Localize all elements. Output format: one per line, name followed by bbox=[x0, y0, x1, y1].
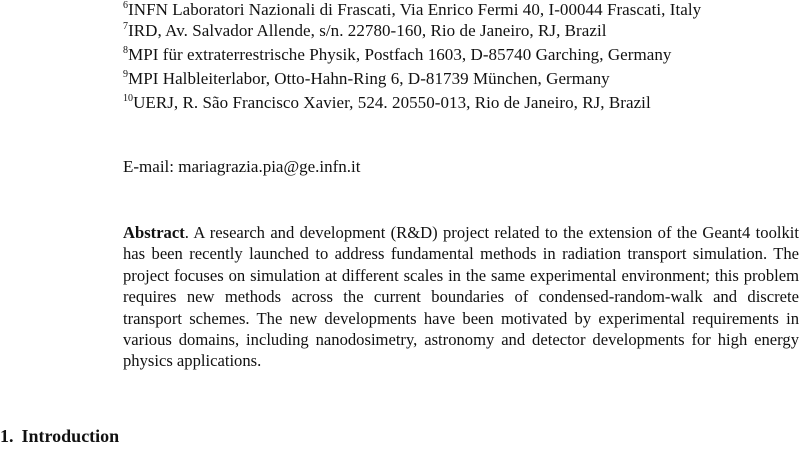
affiliation-text: MPI Halbleiterlabor, Otto-Hahn-Ring 6, D-81739 München, Germany bbox=[128, 69, 610, 88]
section-heading bbox=[0, 426, 119, 446]
section-number: 1. bbox=[0, 426, 14, 446]
affiliation-9 bbox=[123, 69, 610, 89]
affiliation-text: UERJ, R. São Francisco Xavier, 524. 20550-013, Rio de Janeiro, RJ, Brazil bbox=[133, 93, 651, 112]
affiliation-10 bbox=[123, 93, 651, 113]
abstract-label: Abstract bbox=[123, 223, 185, 242]
email-line: E-mail: mariagrazia.pia@ge.infn.it bbox=[123, 157, 361, 176]
affiliation-number: 7 bbox=[123, 21, 129, 32]
affiliation-number: 9 bbox=[123, 69, 129, 80]
affiliation-text: IRD, Av. Salvador Allende, s/n. 22780-160, Rio de Janeiro, RJ, Brazil bbox=[128, 21, 607, 40]
affiliation-text: MPI für extraterrestrische Physik, Postfach 1603, D-85740 Garching, Germany bbox=[128, 45, 672, 64]
abstract-paragraph bbox=[123, 222, 799, 372]
affiliation-number: 10 bbox=[123, 93, 134, 104]
section-title: Introduction bbox=[21, 426, 120, 446]
affiliation-number: 8 bbox=[123, 45, 129, 56]
affiliation-7 bbox=[123, 21, 607, 41]
affiliation-8 bbox=[123, 45, 671, 65]
affiliation-number: 6 bbox=[123, 0, 129, 11]
abstract-text: . A research and development (R&D) project related to the extension of the Geant4 toolkit has been recently launched to address fundamental methods in radiation transport simulation. The project focuses on simulation at different scales in the same experimental environment; this problem requires new methods across the current boundaries of condensed-random-walk and discrete transport schemes. The new developments have been motivated by experimental requirements in various domains, including nanodosimetry, astronomy and detector developments for high energy physics applications. bbox=[123, 223, 799, 371]
affiliation-6 bbox=[123, 0, 701, 20]
affiliation-text: INFN Laboratori Nazionali di Frascati, Via Enrico Fermi 40, I-00044 Frascati, Italy bbox=[128, 0, 702, 19]
